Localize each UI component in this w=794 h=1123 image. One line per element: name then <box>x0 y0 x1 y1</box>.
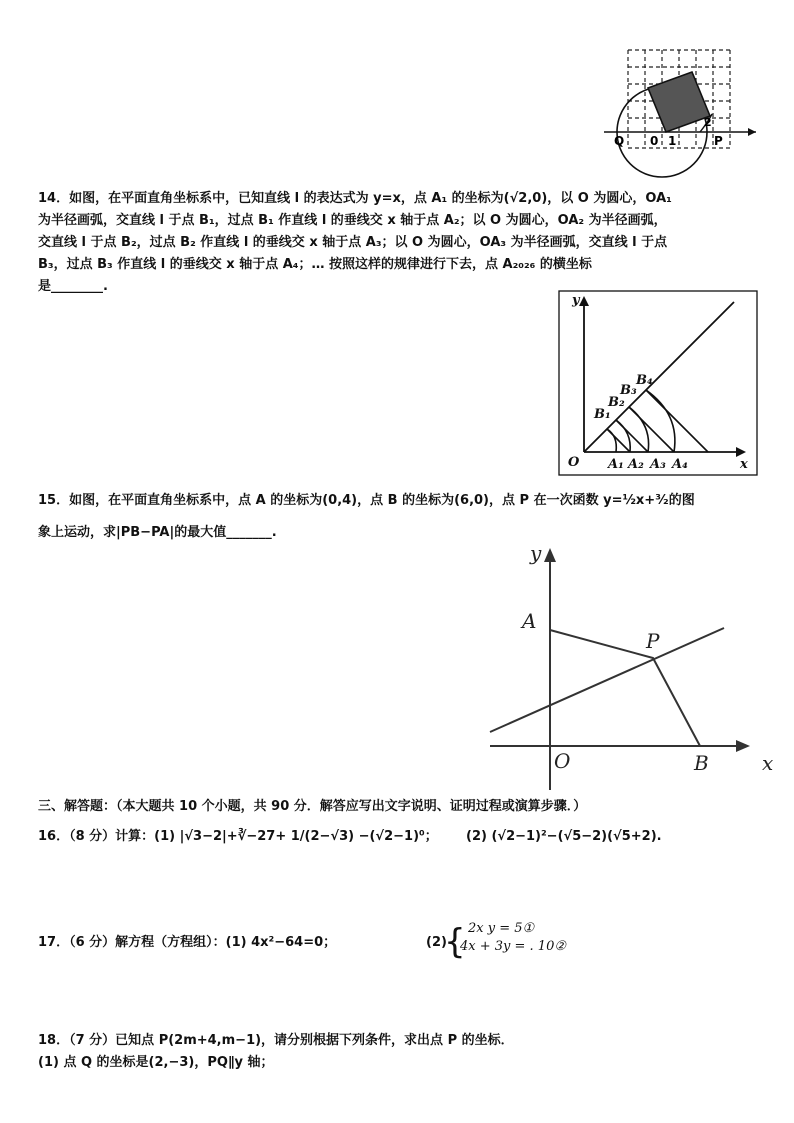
label-o: O <box>568 455 580 470</box>
section-3-heading: 三、解答题：（本大题共 10 个小题，共 90 分．解答应写出文字说明、证明过程或演算步骤．） <box>38 799 587 814</box>
label-p: P <box>714 134 723 148</box>
q14-line-5: 是________. <box>38 279 108 294</box>
label-a3: A₃ <box>650 457 666 472</box>
figure-q14 <box>558 290 758 476</box>
label-a4: A₄ <box>672 457 688 472</box>
label-a1: A₁ <box>608 457 624 472</box>
q17-part-1: 17．（6 分）解方程（方程组）：(1) 4x²−64=0； <box>38 935 337 950</box>
figure-q15 <box>488 542 778 792</box>
label-one: 1 <box>668 134 677 148</box>
q15-line-2: 象上运动，求|PB−PA|的最大值_______. <box>38 525 277 540</box>
q17-eq-2: 4x + 3y = . 10② <box>460 939 566 954</box>
label-a2: A₂ <box>628 457 644 472</box>
label-two: 2 <box>704 116 712 129</box>
q15-line-1: 15．如图，在平面直角坐标系中，点 A 的坐标为(0,4)，点 B 的坐标为(6,0)，点 P 在一次函数 y=½x+³⁄₂的图 <box>38 493 695 508</box>
label-x: x <box>762 751 774 775</box>
label-q: Q <box>614 134 625 148</box>
brace: { <box>444 922 466 962</box>
label-y: y <box>572 293 580 308</box>
label-p: P <box>646 629 660 653</box>
q18-line-2: (1) 点 Q 的坐标是(2,−3)，PQ∥y 轴； <box>38 1055 274 1070</box>
question-14 <box>38 188 758 298</box>
label-o: O <box>554 749 571 773</box>
question-18 <box>38 1030 758 1074</box>
q16-part-2: (2) (√2−1)²−(√5−2)(√5+2). <box>466 829 662 844</box>
q17-part-2-label: (2) <box>426 935 447 950</box>
label-a: A <box>522 609 537 633</box>
label-b: B <box>694 751 709 775</box>
q17-eq-1: 2x y = 5① <box>468 921 535 936</box>
label-x: x <box>740 457 748 472</box>
q14-line-1: 14．如图，在平面直角坐标系中，已知直线 l 的表达式为 y=x，点 A₁ 的坐标为(√2,0)，以 O 为圆心，OA₁ <box>38 191 672 206</box>
q14-line-3: 交直线 l 于点 B₂，过点 B₂ 作直线 l 的垂线交 x 轴于点 A₃；以 O 为圆心，OA₃ 为半径画弧，交直线 l 于点 <box>38 235 668 250</box>
label-b4: B₄ <box>636 373 653 388</box>
label-b3: B₃ <box>620 383 637 398</box>
label-b1: B₁ <box>594 407 611 422</box>
q18-line-1: 18．（7 分）已知点 P(2m+4,m−1)，请分别根据下列条件，求出点 P 的坐标． <box>38 1033 514 1048</box>
q16-part-1: 16．（8 分）计算：(1) |√3−2|+∛−27+ 1/(2−√3) −(√2−1)⁰； <box>38 829 438 844</box>
question-15 <box>38 490 758 544</box>
q14-line-2: 为半径画弧，交直线 l 于点 B₁，过点 B₁ 作直线 l 的垂线交 x 轴于点 A₂；以 O 为圆心，OA₂ 为半径画弧， <box>38 213 667 228</box>
label-y: y <box>530 542 542 565</box>
figure-q13 <box>600 44 760 178</box>
label-b2: B₂ <box>608 395 625 410</box>
label-zero: 0 <box>650 134 659 148</box>
q14-line-4: B₃，过点 B₃ 作直线 l 的垂线交 x 轴于点 A₄；… 按照这样的规律进行下去，点 A₂₀₂₆ 的横坐标 <box>38 257 592 272</box>
